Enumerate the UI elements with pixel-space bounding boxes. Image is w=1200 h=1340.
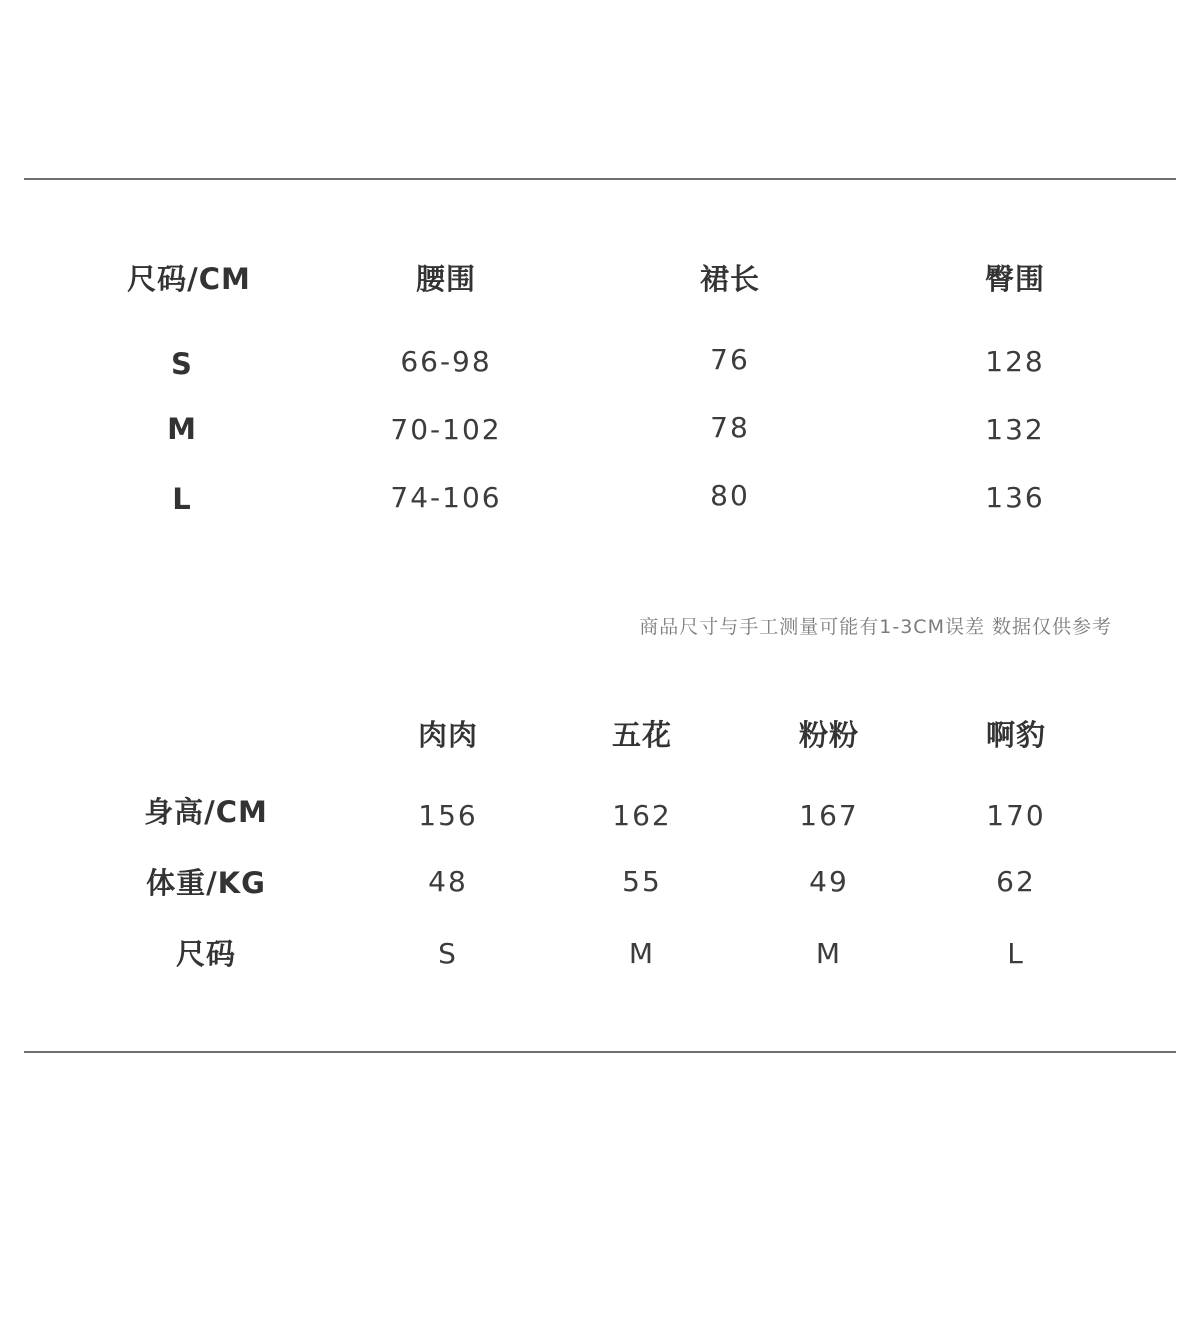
model-size-value: L: [1007, 937, 1025, 970]
model-header-3: 粉粉: [798, 718, 860, 752]
model-header-1: 肉肉: [417, 718, 479, 752]
skirt-length-value: 80: [710, 479, 750, 512]
size-header-hip: 臀围: [984, 262, 1046, 296]
size-label: M: [167, 412, 197, 446]
size-header-skirt-length: 裙长: [699, 262, 761, 296]
size-label: S: [171, 347, 193, 381]
measurement-note: 商品尺寸与手工测量可能有1-3CM误差 数据仅供参考: [639, 616, 1112, 638]
hip-value: 132: [985, 413, 1045, 446]
weight-value: 48: [428, 865, 468, 898]
model-header-2: 五花: [611, 718, 673, 752]
weight-value: 62: [996, 865, 1036, 898]
height-label: 身高/CM: [144, 795, 268, 829]
bottom-divider: [24, 1051, 1176, 1053]
height-value: 156: [418, 799, 478, 832]
height-value: 170: [986, 799, 1046, 832]
size-header-waist: 腰围: [415, 262, 477, 296]
waist-value: 74-106: [390, 481, 502, 514]
height-value: 167: [799, 799, 859, 832]
model-size-label: 尺码: [175, 937, 237, 971]
skirt-length-value: 76: [710, 343, 750, 376]
top-divider: [24, 178, 1176, 180]
waist-value: 66-98: [400, 345, 492, 378]
model-header-4: 啊豹: [985, 718, 1047, 752]
weight-value: 49: [809, 865, 849, 898]
waist-value: 70-102: [390, 413, 502, 446]
hip-value: 128: [985, 345, 1045, 378]
size-label: L: [172, 482, 192, 516]
weight-value: 55: [622, 865, 662, 898]
height-value: 162: [612, 799, 672, 832]
hip-value: 136: [985, 481, 1045, 514]
model-size-value: M: [815, 937, 843, 970]
model-size-value: M: [628, 937, 656, 970]
weight-label: 体重/KG: [146, 866, 266, 900]
size-header-size: 尺码/CM: [127, 262, 251, 296]
skirt-length-value: 78: [710, 411, 750, 444]
model-size-value: S: [438, 937, 458, 970]
